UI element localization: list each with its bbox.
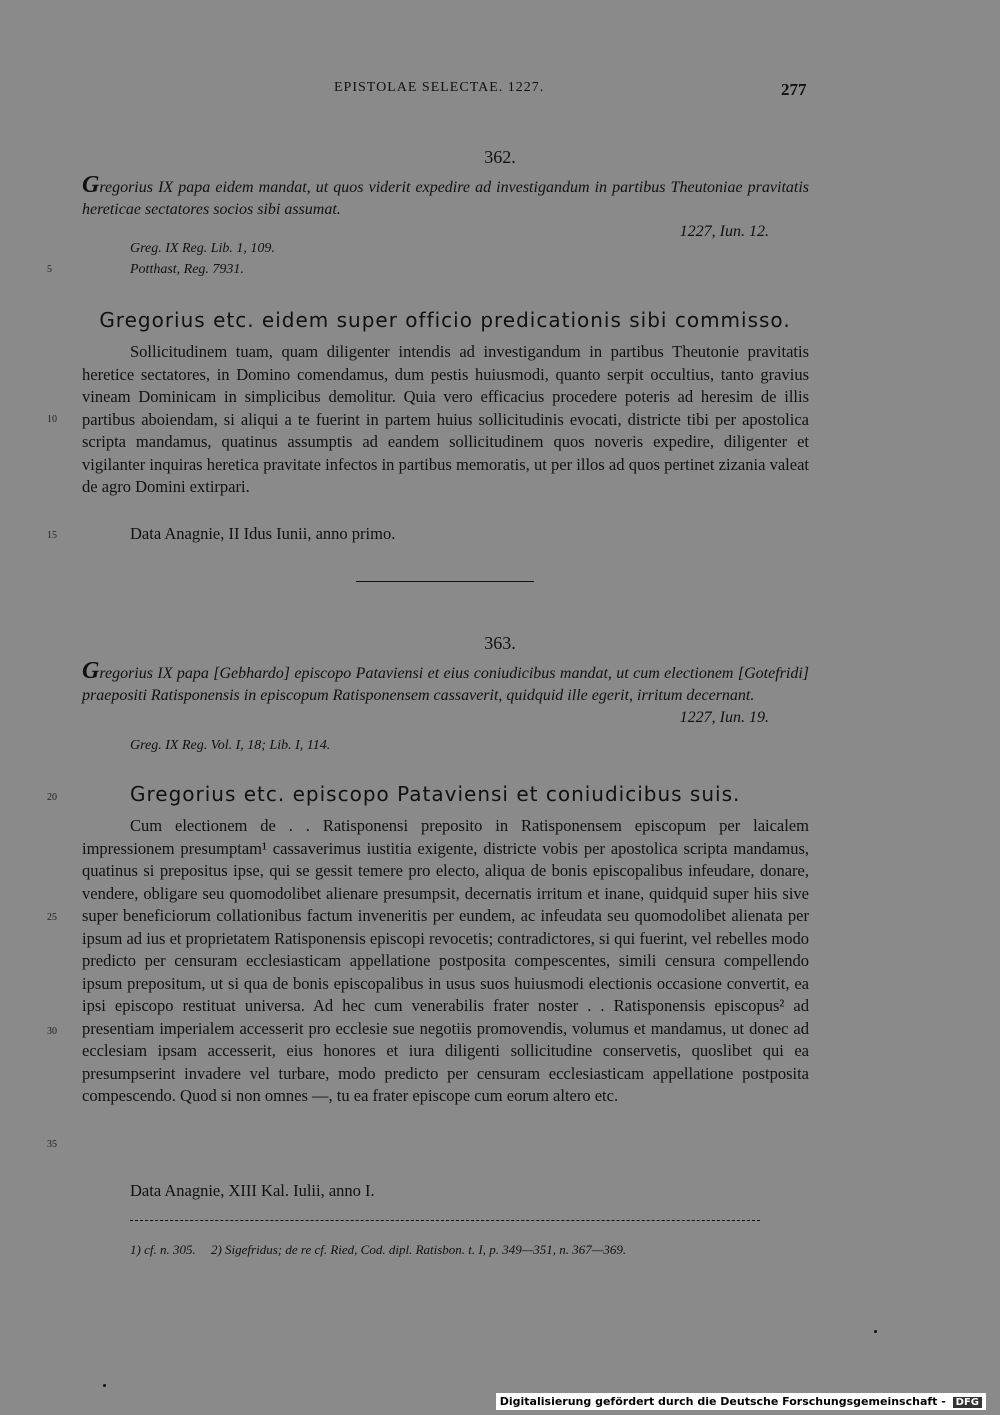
page-number: 277 <box>781 80 807 99</box>
footnote-rule <box>130 1220 760 1222</box>
footnote-2: 2) Sigefridus; de re cf. Ried, Cod. dipl. Ratisbon. t. I, p. 349—351, n. 367—369. <box>210 1242 627 1257</box>
footnotes <box>130 1242 638 1258</box>
body-paragraph: Sollicitudinem tuam, quam diligenter intendis ad investigandum in partibus Theutonie pravitatis heretice sectatores, in Domino comendamus, dum pestis huiusmodi, quanto serpit occultius, tanto gravius vineam Dominicam in simplicibus demolitur. Quia vero efficacius procedere poteris ad heresim de illis partibus aboiendam, si aliqui a te fuerint in partem huius sollicitudinis evocati, districte tibi per apostolica scripta mandamus, quatinus assumptis ad eandem sollicitudinem quos noveris expedire, diligenter et vigilanter inquiras heretica pravitate infectos in partibus memoratis, ut per illos ad quos pertinet zizania valeat de agro Domini extirpari. <box>82 342 809 496</box>
drop-cap: G <box>82 172 100 198</box>
line-number: 5 <box>47 264 52 275</box>
summary-text: regorius IX papa eidem mandat, ut quos viderit expedire ad investigandum in partibus Theutoniae pravitatis hereticae sectatores socios sibi assumat. <box>82 179 809 218</box>
dfg-funding-notice <box>496 1393 986 1410</box>
source-ref: Potthast, Reg. 7931. <box>130 262 244 277</box>
letter-date: 1227, Iun. 19. <box>679 709 769 726</box>
line-number: 30 <box>47 1026 57 1037</box>
speck <box>874 1330 877 1333</box>
letter-number-363: 363. <box>484 633 516 653</box>
line-number: 10 <box>47 414 57 425</box>
summary-text: regorius IX papa [Gebhardo] episcopo Pataviensi et eius coniudicibus mandat, ut cum electionem [Gotefridi] praepositi Ratisponensis in episcopum Ratisponensem cassaverit, quidquid ille egerit, irritum decernant. <box>82 665 809 704</box>
letter-closing-362: Data Anagnie, II Idus Iunii, anno primo. <box>130 524 396 543</box>
running-head: EPISTOLAE SELECTAE. 1227. <box>334 80 545 95</box>
line-number: 35 <box>47 1139 57 1150</box>
line-number: 25 <box>47 912 57 923</box>
dfg-logo-icon: DFG <box>953 1397 982 1408</box>
letter-date: 1227, Iun. 12. <box>679 223 769 240</box>
line-number: 20 <box>47 792 57 803</box>
body-paragraph: Cum electionem de . . Ratisponensi preposito in Ratisponensem episcopum per laicalem impressionem presumptam¹ cassaverimus iustitia exigente, districte vobis per apostolica scripta mandamus, quatinus si prepositus ipse, qui se gessit temere pro electo, aliqua de bonis episcopalibus infeudare, donare, vendere, obligare seu quomodolibet alienare presumpsit, decernatis irritum et inane, quidquid super hiis sive super beneficiorum collationibus factum inveneritis per eundem, ac infeudata seu quomodolibet alienata per ipsum ad ius et proprietatem Ratisponensis episcopi revocetis; contradictores, si qui fuerint, vel rebelles modo predicto per censuram ecclesiasticam appellatione postposita compescentes, simili censura compellendo ipsum prepositum, ut si qua de bonis episcopalibus in usus suos huiusmodi electionis occasione convertit, ea ipsi episcopo restituat universa. Ad hec cum venerabilis frater noster . . Ratisponensis episcopus² ad presentiam imperialem accesserit pro ecclesie sue negotiis promovendis, volumus et mandamus, ut donec ad ecclesiam ipsam accesserit, eius honores et iura diligenti sollicitudine conservetis, quoslibet qui ea presumpserint invadere vel turbare, modo predicto per censuram ecclesiasticam appellatione postposita compescendo. Quod si non omnes —, tu ea frater episcope cum eorum altero etc. <box>82 816 809 1105</box>
letter-heading-363: Gregorius etc. episcopo Pataviensi et coniudicibus suis. <box>130 782 741 806</box>
letter-summary-363 <box>82 660 809 729</box>
letter-body-362 <box>82 341 809 499</box>
section-divider <box>356 581 534 582</box>
footnote-1: 1) cf. n. 305. <box>130 1242 196 1257</box>
drop-cap: G <box>82 658 100 684</box>
source-ref: Greg. IX Reg. Lib. 1, 109. <box>130 241 275 256</box>
letter-number-362: 362. <box>484 147 516 167</box>
letter-summary-362 <box>82 174 809 243</box>
dfg-notice-text: Digitalisierung gefördert durch die Deutsche Forschungsgemeinschaft - <box>499 1395 946 1408</box>
letter-heading-362: Gregorius etc. eidem super officio predicationis sibi commisso. <box>99 308 791 332</box>
letter-closing-363: Data Anagnie, XIII Kal. Iulii, anno I. <box>130 1181 375 1200</box>
letter-body-363 <box>82 815 809 1108</box>
source-ref: Greg. IX Reg. Vol. I, 18; Lib. I, 114. <box>130 738 331 753</box>
line-number: 15 <box>47 530 57 541</box>
speck <box>103 1384 106 1387</box>
